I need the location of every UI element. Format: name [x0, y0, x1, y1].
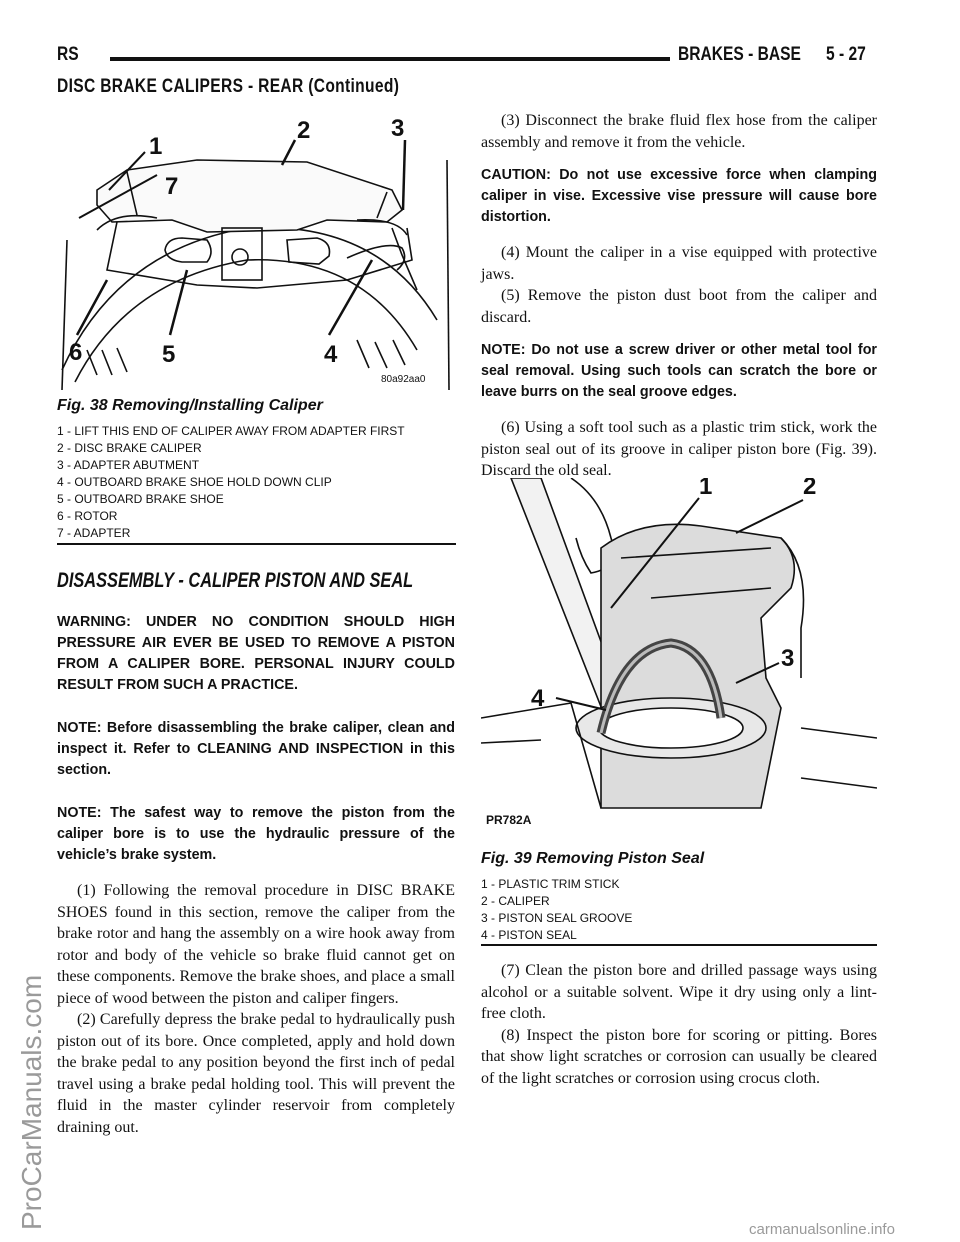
legend-item: 4 - PISTON SEAL	[481, 928, 577, 942]
procedure-step: (5) Remove the piston dust boot from the caliper and discard.	[481, 287, 877, 326]
figure-code: PR782A	[486, 813, 532, 827]
legend-item: 1 - LIFT THIS END OF CALIPER AWAY FROM ADAPTER FIRST	[57, 424, 405, 438]
right-column-continued	[481, 960, 877, 1089]
figure-divider	[57, 543, 456, 545]
bottom-watermark: carmanualsonline.info	[749, 1221, 895, 1238]
procedure-step: (1) Following the removal procedure in DISC BRAKE SHOES found in this section, remove the caliper from the brake rotor and hang the assembly on a wire hook away from rotor and body of the vehicle so brake fluid cannot get on these components. Remove the brake shoes, and place a small piece of wood between the piston and caliper fingers.	[57, 882, 455, 1007]
procedure-step: (4) Mount the caliper in a vise equipped with protective jaws.	[481, 244, 877, 283]
figure-39-legend	[481, 876, 632, 944]
callout-2: 2	[297, 117, 311, 144]
disassembly-heading: DISASSEMBLY - CALIPER PISTON AND SEAL	[57, 569, 414, 592]
legend-item: 5 - OUTBOARD BRAKE SHOE	[57, 492, 224, 506]
figure-39-caption: Fig. 39 Removing Piston Seal	[481, 850, 705, 867]
callout-1: 1	[149, 133, 163, 160]
legend-item: 6 - ROTOR	[57, 509, 118, 523]
caution-text: CAUTION: Do not use excessive force when clamping caliper in vise. Excessive vise pressure will cause bore distortion.	[481, 167, 877, 225]
legend-item: 3 - PISTON SEAL GROOVE	[481, 911, 633, 925]
callout-4: 4	[324, 341, 338, 368]
header-section-code: RS	[57, 44, 79, 65]
callout-6: 6	[69, 339, 83, 366]
procedure-step: (2) Carefully depress the brake pedal to hydraulically push piston out of its bore. Once completed, apply and hold down the brake pedal to any position beyond the first inch of pedal travel using a brake pedal holding tool. This will prevent the fluid in the master cylinder reservoir from completely draining out.	[57, 1011, 455, 1136]
header-chapter-title: BRAKES - BASE	[678, 44, 801, 65]
procedure-step: (8) Inspect the piston bore for scoring or pitting. Bores that show light scratches or corrosion can usually be cleared of the light scratches or corrosion using crocus cloth.	[481, 1026, 877, 1087]
callout-1: 1	[699, 478, 713, 500]
procedure-step: (3) Disconnect the brake fluid flex hose from the caliper assembly and remove it from the vehicle.	[481, 112, 877, 151]
note-text: NOTE: Before disassembling the brake caliper, clean and inspect it. Refer to CLEANING AND INSPECTION in this section.	[57, 720, 455, 778]
right-column	[481, 110, 877, 494]
note-text: NOTE: Do not use a screw driver or other metal tool for seal removal. Using such tools can scratch the bore or leave burrs on the seal groove edges.	[481, 342, 877, 400]
figure-piston-seal-illustration	[481, 478, 877, 830]
side-watermark: ProCarManuals.com	[16, 974, 47, 1230]
section-title: DISC BRAKE CALIPERS - REAR (Continued)	[57, 76, 400, 97]
figure-38-legend	[57, 423, 457, 542]
header-rule	[110, 57, 670, 61]
callout-3: 3	[781, 645, 795, 672]
callout-2: 2	[803, 478, 817, 500]
note-text: NOTE: The safest way to remove the piston from the caliper bore is to use the hydraulic pressure of the vehicle’s brake system.	[57, 805, 455, 863]
callout-7: 7	[165, 173, 179, 200]
header-page-number: 5 - 27	[826, 44, 866, 65]
legend-item: 4 - OUTBOARD BRAKE SHOE HOLD DOWN CLIP	[57, 475, 332, 489]
callout-3: 3	[391, 115, 405, 142]
procedure-step: (7) Clean the piston bore and drilled passage ways using alcohol or a suitable solvent. Wipe it dry using only a lint-free cloth.	[481, 962, 877, 1022]
legend-item: 2 - DISC BRAKE CALIPER	[57, 441, 202, 455]
callout-4: 4	[531, 685, 545, 712]
warning-text: WARNING: UNDER NO CONDITION SHOULD HIGH PRESSURE AIR EVER BE USED TO REMOVE A PISTON FROM A CALIPER BORE. PERSONAL INJURY COULD RESULT FROM SUCH A PRACTICE.	[57, 614, 455, 693]
legend-item: 3 - ADAPTER ABUTMENT	[57, 458, 200, 472]
left-column	[57, 612, 455, 1138]
legend-item: 1 - PLASTIC TRIM STICK	[481, 877, 620, 891]
figure-caliper-illustration	[57, 110, 455, 392]
legend-item: 7 - ADAPTER	[57, 526, 131, 540]
procedure-step: (6) Using a soft tool such as a plastic trim stick, work the piston seal out of its groove in caliper piston bore (Fig. 39). Discard the old seal.	[481, 419, 877, 479]
figure-38-caption: Fig. 38 Removing/Installing Caliper	[57, 397, 323, 414]
figure-divider	[481, 944, 877, 946]
figure-code: 80a92aa0	[381, 374, 426, 385]
callout-5: 5	[162, 341, 176, 368]
legend-item: 2 - CALIPER	[481, 894, 550, 908]
